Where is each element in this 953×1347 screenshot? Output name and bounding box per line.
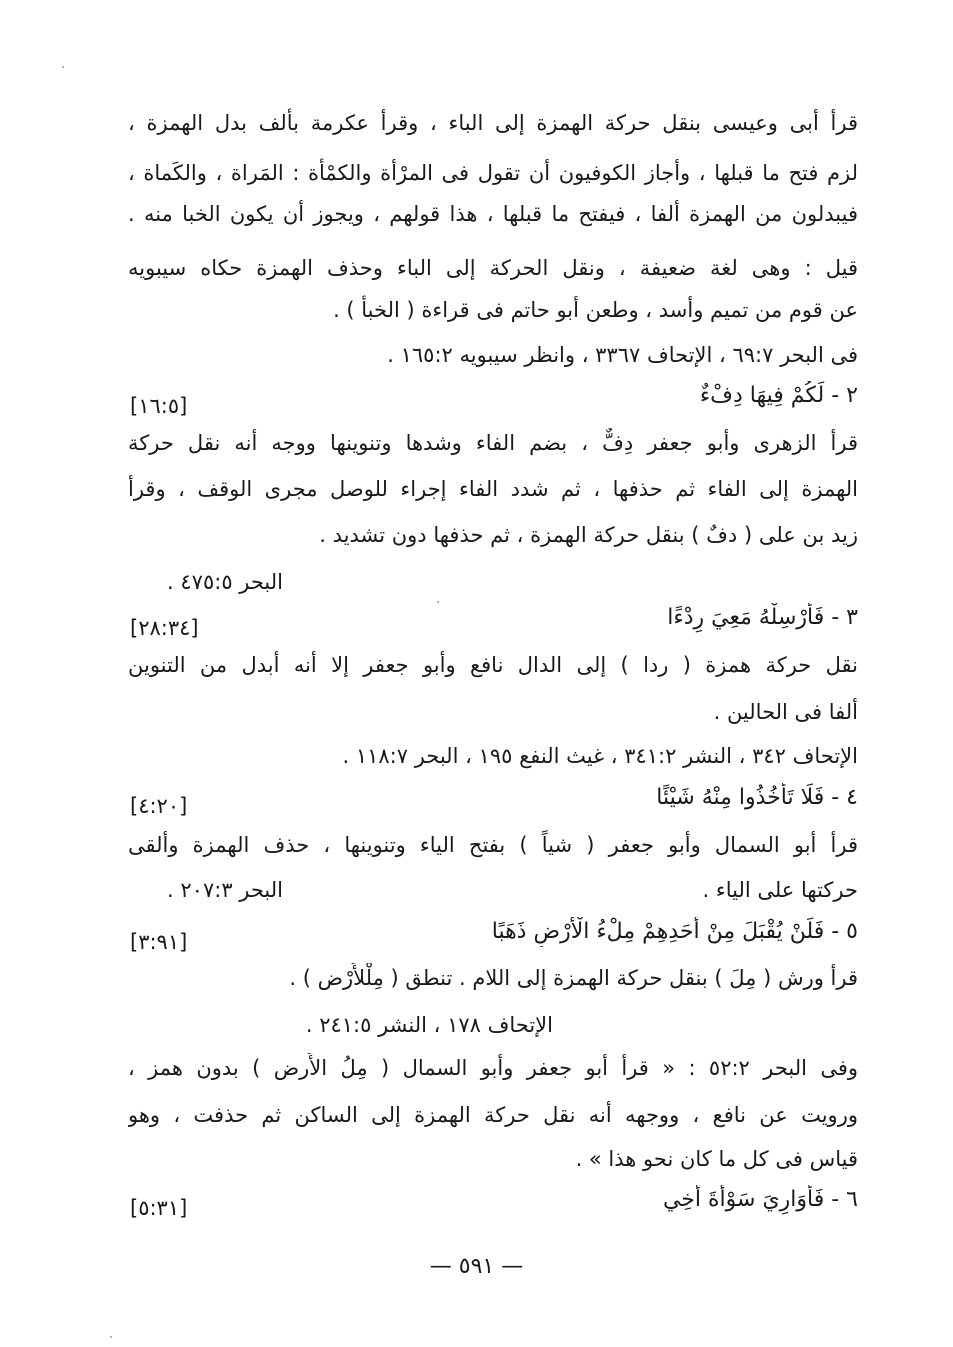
text-line: قرأ الزهرى وأبو جعفر دِفٌّ ، بضم الفاء وشدها وتنوينها ووجه أنه نقل حركة [128, 431, 858, 455]
text-line: فيبدلون من الهمزة ألفا ، فيفتح ما قبلها ، هذا قولهم ، ويجوز أن يكون الخبا منه . [128, 202, 858, 226]
verse-reference: [٣:٩١] [130, 930, 188, 954]
text-line: قياس فى كل ما كان نحو هذا » . [575, 1147, 858, 1171]
verse-heading: ٥ - فَلَنْ يُقْبَلَ مِنْ أَحَدِهِمْ مِلْءُ الْأَرْضِ ذَهَبًا [491, 919, 858, 944]
verse-reference: [١٦:٥] [130, 394, 188, 418]
scan-speck [110, 1336, 112, 1338]
scan-speck [437, 601, 439, 603]
scan-speck [62, 66, 64, 68]
text-line: لزم فتح ما قبلها ، وأجاز الكوفيون أن تقول فى المرْأة والكمْأة : المَراة ، والكَماة ، [128, 161, 858, 185]
text-line: الهمزة إلى الفاء ثم حذفها ، ثم شدد الفاء إجراء للوصل مجرى الوقف ، وقرأ [128, 477, 858, 501]
text-line: حركتها على الياء . [702, 878, 858, 902]
source-line: الإتحاف ١٧٨ ، النشر ٢٤١:٥ . [305, 1013, 553, 1037]
text-line: نقل حركة همزة ( ردا ) إلى الدال نافع وأبو جعفر إلا أنه أبدل من التنوين [128, 653, 858, 677]
source-line: فى البحر ٦٩:٧ ، الإتحاف ٣٣٦٧ ، وانظر سيبويه ١٦٥:٢ . [387, 343, 858, 367]
source-line: البحر ٢٠٧:٣ . [167, 878, 283, 902]
text-line: ورويت عن نافع ، ووجهه أنه نقل حركة الهمزة إلى الساكن ثم حذفت ، وهو [128, 1103, 858, 1127]
text-line: قرأ أبو السمال وأبو جعفر ( شياً ) بفتح الياء وتنوينها ، حذف الهمزة وألقى [128, 833, 858, 857]
text-line: قيل : وهى لغة ضعيفة ، ونقل الحركة إلى الباء وحذف الهمزة حكاه سيبويه [128, 256, 858, 280]
text-line: قرأ أبى وعيسى بنقل حركة الهمزة إلى الباء ، وقرأ عكرمة بألف بدل الهمزة ، [128, 111, 858, 135]
text-line: قرأ ورش ( مِلَ ) بنقل حركة الهمزة إلى اللام . تنطق ( مِلْلأَرْض ) . [289, 966, 858, 990]
verse-heading: ٣ - فَأَرْسِلْهُ مَعِيَ رِدْءًا [667, 605, 858, 630]
verse-heading: ٢ - لَكُمْ فِيهَا دِفْءٌ [699, 383, 858, 408]
verse-reference: [٢٨:٣٤] [130, 616, 199, 640]
text-line: عن قوم من تميم وأسد ، وطعن أبو حاتم فى قراءة ( الخبأ ) . [333, 298, 858, 322]
verse-heading: ٦ - فَأُوَارِيَ سَوْأَةَ أَخِي [662, 1187, 858, 1212]
source-line: الإتحاف ٣٤٢ ، النشر ٣٤١:٢ ، غيث النفع ١٩٥ ، البحر ١١٨:٧ . [342, 744, 858, 768]
source-line: البحر ٤٧٥:٥ . [167, 570, 283, 594]
verse-reference: [٥:٣١] [130, 1196, 188, 1220]
text-line: زيد بن على ( دفٌ ) بنقل حركة الهمزة ، ثم حذفها دون تشديد . [319, 523, 858, 547]
verse-heading: ٤ - فَلَا تَأْخُذُوا مِنْهُ شَيْئًا [656, 785, 858, 810]
page-number: — ٥٩١ — [429, 1254, 524, 1279]
text-line: وفى البحر ٥٢:٢ : « قرأ أبو جعفر وأبو السمال ( مِلُ الأَرض ) بدون همز ، [128, 1056, 858, 1080]
text-line: ألفا فى الحالين . [713, 700, 858, 724]
verse-reference: [٤:٢٠] [130, 794, 188, 818]
